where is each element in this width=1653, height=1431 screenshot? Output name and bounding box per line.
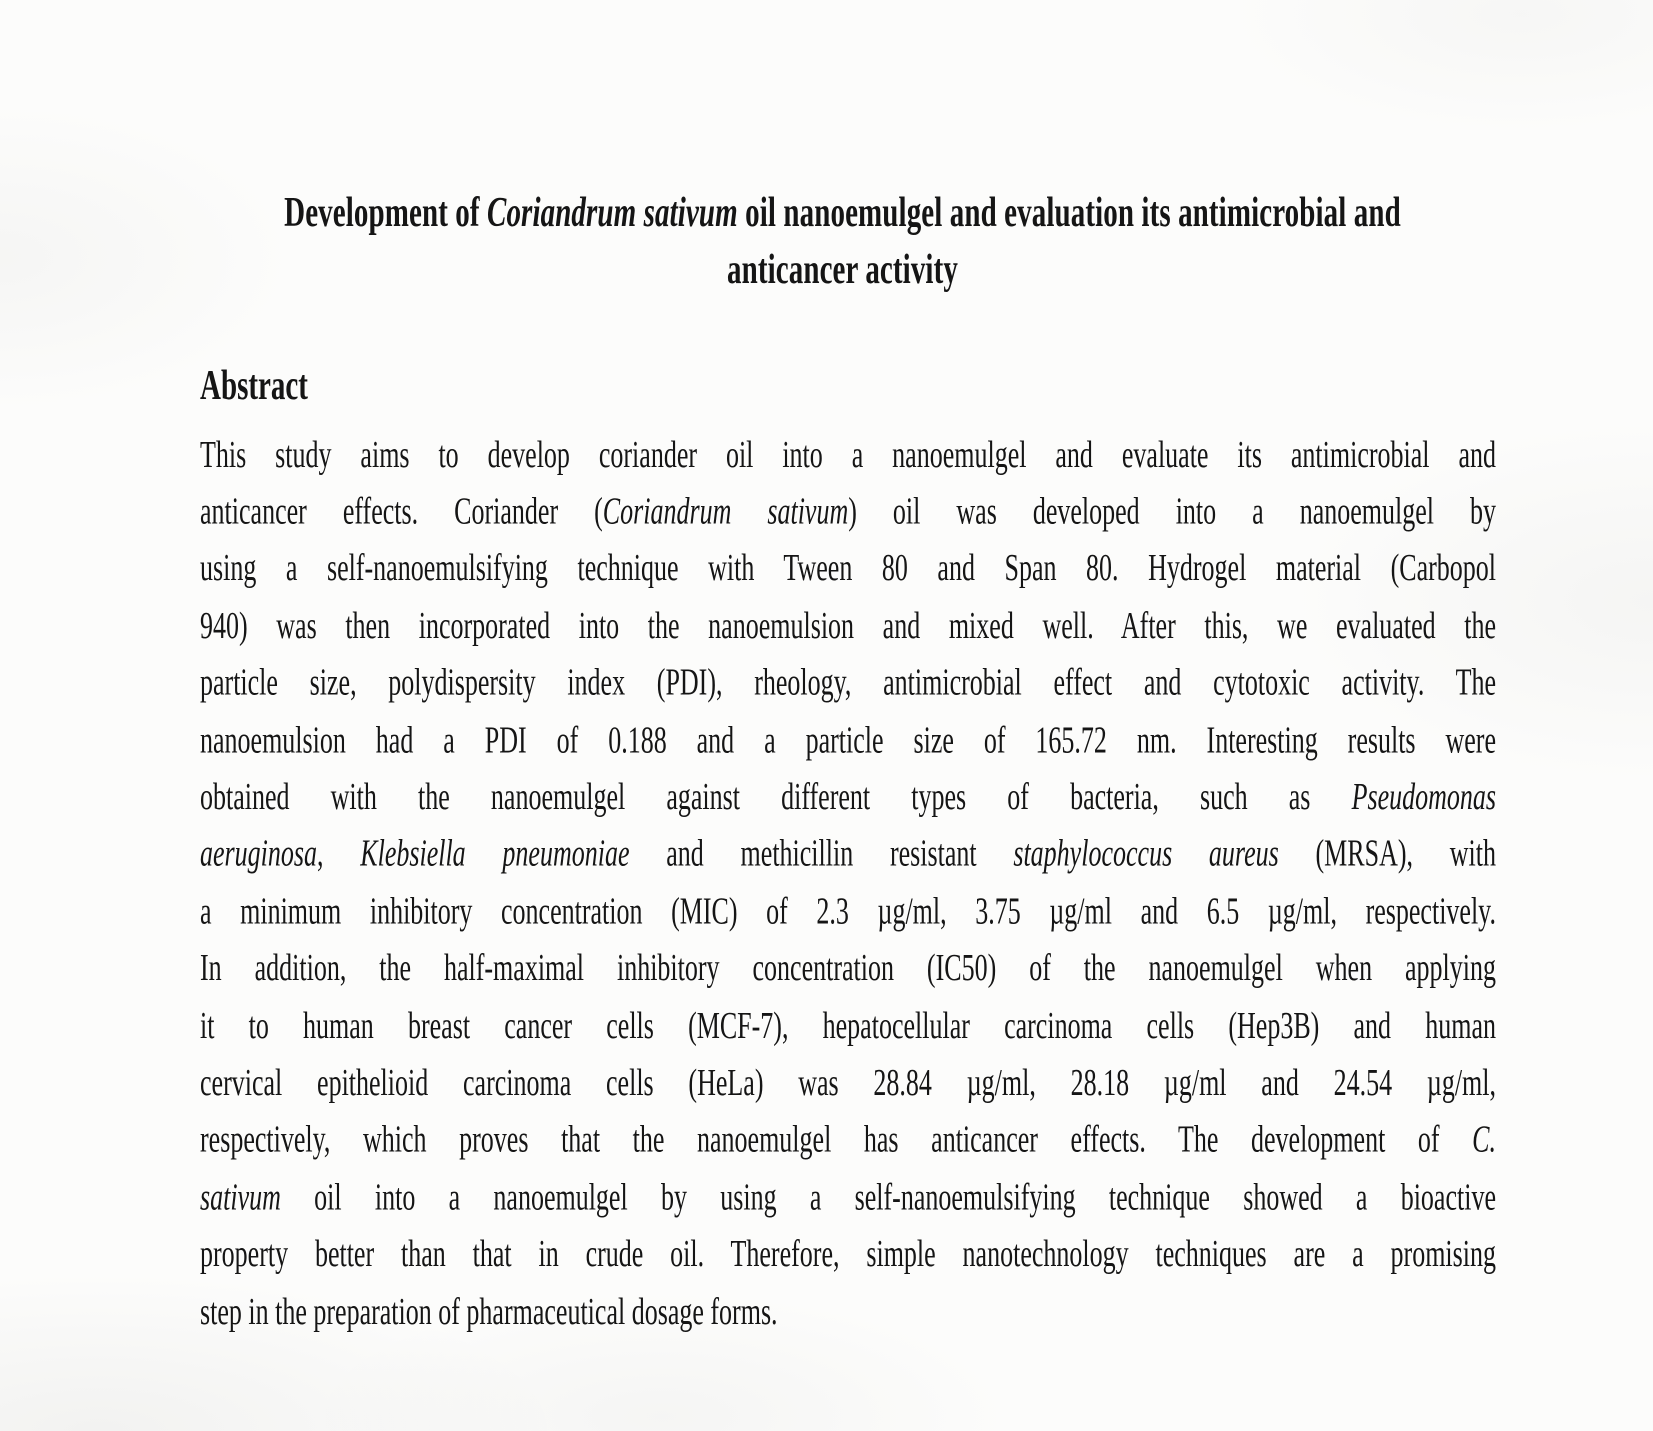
abstract-line xyxy=(200,1226,1496,1283)
abstract-line xyxy=(200,1054,1496,1111)
text-segment: aeruginosa xyxy=(200,832,317,875)
text-segment: anticancer effects. Coriander ( xyxy=(200,490,603,533)
text-segment: anticancer activity xyxy=(727,245,958,293)
text-segment: Coriandrum sativum xyxy=(487,189,738,237)
text-segment: and methicillin resistant xyxy=(629,832,1014,875)
text-segment: C. xyxy=(1472,1118,1496,1161)
text-segment: Klebsiella pneumoniae xyxy=(360,832,630,875)
abstract-line xyxy=(200,426,1496,483)
abstract-line xyxy=(200,483,1496,540)
text-segment: respectively, which proves that the nanoemulgel has anticancer effects. The development of xyxy=(200,1118,1473,1161)
abstract-line xyxy=(200,597,1496,654)
paper-title xyxy=(189,0,1496,298)
text-segment: Coriandrum sativum xyxy=(602,490,849,533)
text-segment: it to human breast cancer cells (MCF-7), hepatocellular carcinoma cells (Hep3B) and human xyxy=(200,1004,1496,1047)
text-segment: obtained with the nanoemulgel against different types of bacteria, such as xyxy=(200,775,1352,818)
abstract-line xyxy=(200,997,1496,1054)
page-content xyxy=(200,0,1496,1340)
abstract-line xyxy=(200,940,1496,997)
title-line xyxy=(189,242,1496,298)
text-segment: oil into a nanoemulgel by using a self-nanoemulsifying technique showed a bioactive xyxy=(280,1175,1496,1218)
abstract-heading: Abstract xyxy=(200,362,308,410)
text-segment: a minimum inhibitory concentration (MIC) of 2.3 µg/ml, 3.75 µg/ml and 6.5 µg/ml, respectively. xyxy=(200,890,1496,933)
text-segment: Development of xyxy=(284,189,488,237)
text-segment: property better than that in crude oil. Therefore, simple nanotechnology techniques are a promising xyxy=(200,1232,1496,1275)
text-segment: step in the preparation of pharmaceutical dosage forms. xyxy=(200,1290,778,1333)
abstract-line xyxy=(200,1283,1496,1340)
text-segment: , xyxy=(317,832,361,875)
title-line xyxy=(189,186,1496,242)
text-segment: particle size, polydispersity index (PDI), rheology, antimicrobial effect and cytotoxic activity. The xyxy=(200,661,1496,704)
abstract-line xyxy=(200,540,1496,597)
abstract-line xyxy=(200,1169,1496,1226)
text-segment: staphylococcus aureus xyxy=(1013,832,1279,875)
abstract-line xyxy=(200,711,1496,768)
text-segment: sativum xyxy=(200,1175,281,1218)
text-segment: Pseudomonas xyxy=(1351,775,1496,818)
text-segment: cervical epithelioid carcinoma cells (HeLa) was 28.84 µg/ml, 28.18 µg/ml and 24.54 µg/ml, xyxy=(200,1061,1496,1104)
abstract-paragraph xyxy=(200,426,1496,1340)
text-segment: In addition, the half-maximal inhibitory concentration (IC50) of the nanoemulgel when applying xyxy=(200,947,1496,990)
text-segment: using a self-nanoemulsifying technique with Tween 80 and Span 80. Hydrogel material (Carbopol xyxy=(200,547,1496,590)
abstract-line xyxy=(200,1111,1496,1168)
text-segment: nanoemulsion had a PDI of 0.188 and a particle size of 165.72 nm. Interesting results were xyxy=(200,718,1496,761)
abstract-line xyxy=(200,654,1496,711)
text-segment: 940) was then incorporated into the nanoemulsion and mixed well. After this, we evaluated the xyxy=(200,604,1496,647)
abstract-line xyxy=(200,769,1496,826)
text-segment: This study aims to develop coriander oil into a nanoemulgel and evaluate its antimicrobial and xyxy=(200,432,1496,476)
abstract-line xyxy=(200,883,1496,940)
text-segment: ) oil was developed into a nanoemulgel by xyxy=(848,490,1497,533)
text-segment: (MRSA), with xyxy=(1278,832,1496,875)
text-segment: oil nanoemulgel and evaluation its antimicrobial and xyxy=(737,189,1401,237)
abstract-line xyxy=(200,826,1496,883)
